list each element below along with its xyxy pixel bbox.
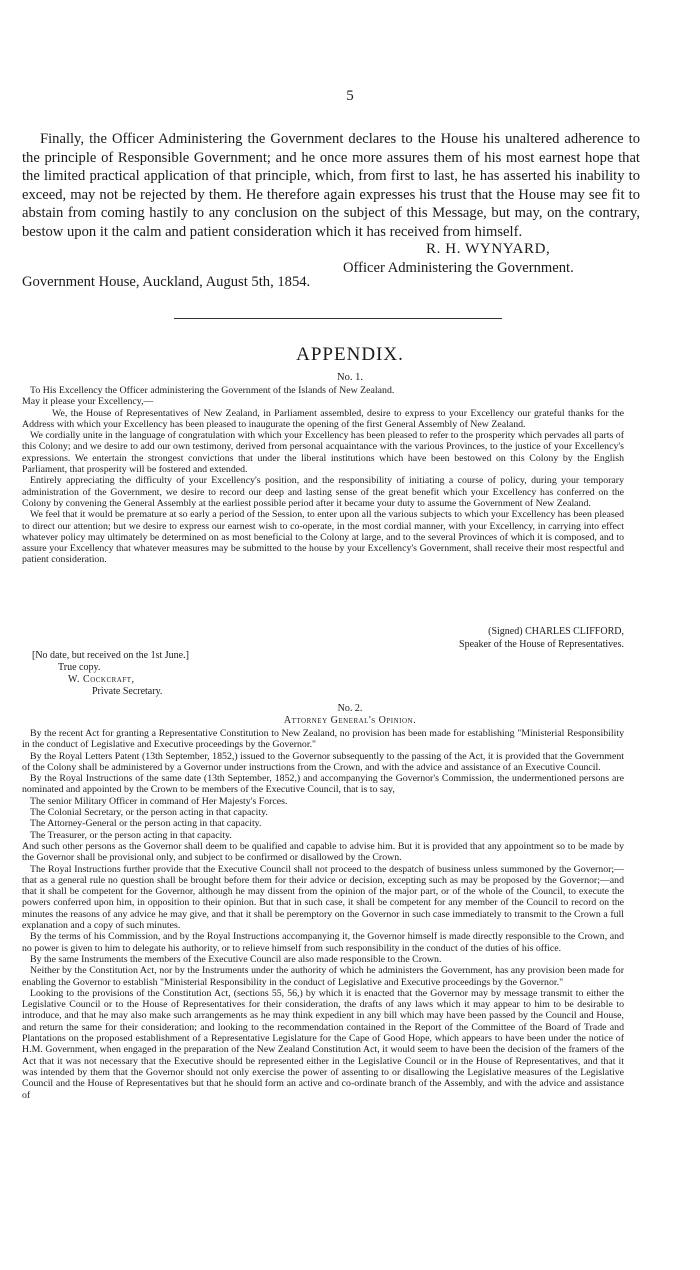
- message-closing-paragraph: [22, 130, 640, 241]
- no1-note: [No date, but received on the 1st June.]: [32, 650, 189, 661]
- signature-name: R. H. WYNYARD,: [426, 241, 551, 257]
- no2-paragraph: The Royal Instructions further provide that the Executive Council shall not proceed to the despatch of business unless summoned by the Governor;—that as a general rule no question shall be brought before them for their advice or decision, excepting such as may be proposed by the Governor;—and that it shall be competent for the Governor, although he may dissent from the opinion of the major part, or of the whole of the Council, to execute the powers conferred upon him, in opposition to their opinion. But that in such case, it shall be competent for any member of the Council to record on the minutes the reasons of any advice he may give, and that it shall be peremptory on the Governor in such case immediately to transmit to the Crown a full explanation and a copy of such minutes.: [22, 863, 624, 932]
- no2-paragraph: By the terms of his Commission, and by the Royal Instructions accompanying it, the Governor himself is made directly responsible to the Crown, and no power is given to him to delegate his authority, or to relieve himself from such responsibility in the conduct of the duties of his office.: [22, 931, 624, 954]
- no1-label: No. 1.: [337, 372, 363, 383]
- no2-paragraph: By the Royal Letters Patent (13th September, 1852,) issued to the Governor subsequently to the passing of the Act, it is provided that the Government of the Colony shall be administered by a Governor under instructions from the Crown, and with the advice and assistance of an Executive Council.: [22, 750, 624, 773]
- no1-salutation: May it please your Excellency,—: [22, 396, 154, 408]
- section-divider: [174, 318, 502, 319]
- no1-address: To His Excellency the Officer administering the Government of the Islands of New Zealand.: [30, 385, 395, 396]
- copy-name: W. Cockcraft,: [68, 674, 135, 685]
- council-member: The Colonial Secretary, or the person acting in that capacity.: [30, 807, 268, 819]
- council-member: The Attorney-General or the person acting in that capacity.: [30, 818, 262, 830]
- no1-paragraph: Entirely appreciating the difficulty of your Excellency's position, and the responsibility of initiating a course of policy, during your temporary administration of the Government, we desire to record our deep and lasting sense of the great benefit which your Excellency has conferred on the Colony by convening the General Assembly at the earliest possible period after it became your duty to assume the Government of New Zealand.: [22, 475, 624, 509]
- no2-paragraph: Looking to the provisions of the Constitution Act, (sections 55, 56,) by which it is enacted that the Governor may by message transmit to either the Legislative Council or to the House of Representatives for their consideration, the drafts of any laws which it may appear to him to be desirable to introduce, and that he may also make such arrangements as he may think expedient in any bill which may have been passed by the Council and House, and return the same for their consideration; and looking to the recommendation contained in the Report of the Committee of the Board of Trade and Plantations on the proposed establishment of a Representative Legislature for the Cape of Good Hope, which appears to have been under the notice of H.M. Government, when engaged in the preparation of the New Zealand Constitution Act, it would seem to have been the decision of the framers of the Act that it was not necessary that the Executive should be represented either in the Legislative Council or in the House of Representatives, and that it was intended by them that the Governor should not only exercise the power of assenting to or disallowing the Legislative measures of the Legislative Council and the House of Representatives but that he should form an active and co-ordinate branch of the Assembly, and with the advice and assistance of: [22, 987, 624, 1101]
- copy-title: Private Secretary.: [92, 686, 163, 697]
- no1-paragraph: We cordially unite in the language of congratulation with which your Excellency has been pleased to refer to the prosperity which pervades all parts of this Colony; and we desire to add our own testimony, derived from personal acquaintance with the various Provinces, to the justice of your Excellency's expressions. We entertain the strongest convictions that under the liberal institutions which have been bestowed on this Colony by the English Parliament, that prosperity will be fostered and extended.: [22, 430, 624, 476]
- appendix-heading: APPENDIX.: [296, 344, 404, 365]
- no1-signed: (Signed) CHARLES CLIFFORD,: [488, 626, 624, 637]
- no1-paragraph: We feel that it would be premature at so early a period of the Session, to enter upon all the various subjects to which your Excellency has been pleased to direct our attention; but we desire to express our earnest wish to co-operate, in the most cordial manner, with your Excellency, in carrying into effect whatever policy may ultimately be determined on as most beneficial to the Colony at large, and to the several Provinces of which it is composed, and to assure your Excellency that whatever measures may be submitted to the house by your Excellency's Government, shall receive their most respectful and patient consideration.: [22, 509, 624, 566]
- no2-paragraph: By the recent Act for granting a Representative Constitution to New Zealand, no provision has been made for establishing "Ministerial Responsibility in the conduct of Legislative and Executive proceedings by the Governor.": [22, 728, 624, 751]
- no2-heading: Attorney General's Opinion.: [283, 715, 417, 726]
- council-member: The Treasurer, or the person acting in that capacity.: [30, 829, 232, 841]
- no2-paragraph: And such other persons as the Governor shall deem to be qualified and capable to advise him. But it is provided that any appointment so to be made by the Governor shall be provisional only, and subject to be confirmed or disallowed by the Crown.: [22, 840, 624, 864]
- no2-body: [22, 728, 624, 1101]
- no1-speaker: Speaker of the House of Representatives.: [459, 639, 624, 650]
- dateline: Government House, Auckland, August 5th, 1854.: [22, 274, 311, 290]
- intro-text: Finally, the Officer Administering the Government declares to the House his unaltered adherence to the principle of Responsible Government; and he once more assures them of his most earnest hope that the limited practical application of that principle, which, from first to last, he has asserted his inability to exceed, may not be rejected by them. He therefore again expresses his trust that the House may see fit to abstain from coming hastily to any conclusion on the subject of this Message, but may, on the contrary, bestow upon it the calm and patient consideration which it has received from himself.: [22, 131, 640, 240]
- signature-title: Officer Administering the Government.: [343, 260, 574, 276]
- page-number: 5: [346, 88, 354, 104]
- no1-note-block: [32, 650, 189, 698]
- council-member: The senior Military Officer in command of Her Majesty's Forces.: [30, 795, 288, 807]
- true-copy: True copy.: [58, 662, 101, 673]
- no2-paragraph: By the same Instruments the members of the Executive Council are also made responsible to the Crown.: [30, 953, 442, 965]
- no2-paragraph: By the Royal Instructions of the same date (13th September, 1852,) and accompanying the Governor's Commission, the undermentioned persons are nominated and appointed by the Crown to be members of the Executive Council, that is to say,: [22, 773, 624, 796]
- no1-paragraph: We, the House of Representatives of New Zealand, in Parliament assembled, desire to express to your Excellency our grateful thanks for the Address with which your Excellency has been pleased to inaugurate the opening of the first General Assembly of New Zealand.: [22, 407, 624, 430]
- no1-address-block: [22, 385, 624, 566]
- no2-paragraph: Neither by the Constitution Act, nor by the Instruments under the authority of which he administers the Government, has any provision been made for enabling the Governor to establish "Ministerial Responsibility in the conduct of Legislative and Executive proceedings by the Governor.": [22, 965, 624, 988]
- no2-label: No. 2.: [337, 703, 363, 714]
